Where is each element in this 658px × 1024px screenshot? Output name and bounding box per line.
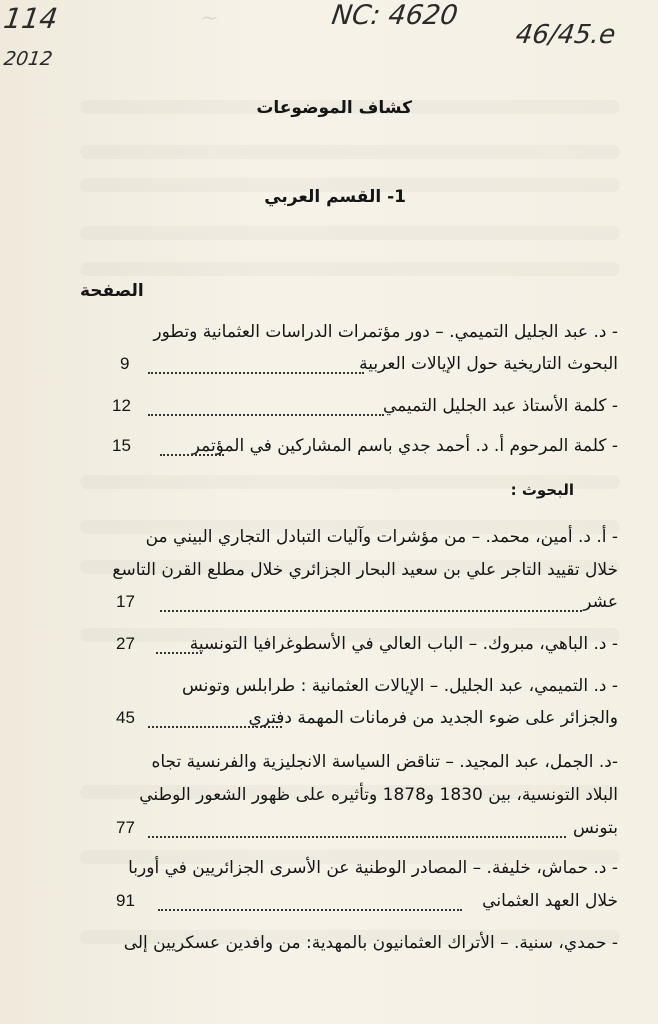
toc-entry-line: البلاد التونسية، بين 1830 و1878 وتأثيره على ظهور الشعور الوطني xyxy=(139,785,618,805)
toc-entry-line: - كلمة الأستاذ عبد الجليل التميمي xyxy=(382,396,618,416)
bleed-through-line xyxy=(80,145,620,159)
toc-entry-line: - د. حماش، خليفة. – المصادر الوطنية عن الأسرى الجزائريين في أوربا xyxy=(128,858,618,878)
bleed-through-line xyxy=(80,262,620,276)
leader-dots xyxy=(156,652,202,654)
handwritten-year: 2012 xyxy=(2,48,54,70)
page-number: 9 xyxy=(120,354,130,373)
handwritten-shelf-mark: 46/45.e xyxy=(513,20,618,50)
toc-entry-line: -د. الجمل، عبد المجيد. – تناقض السياسة الانجليزية والفرنسية تجاه xyxy=(151,752,618,772)
toc-entry-line: والجزائر على ضوء الجديد من فرمانات المهمة دفتري xyxy=(248,708,618,728)
page-number: 45 xyxy=(116,708,135,727)
toc-entry-line: - حمدي، سنية. – الأتراك العثمانيون بالمهدية: من وافدين عسكريين إلى xyxy=(123,933,618,953)
faint-bleed-handwriting: ~ xyxy=(198,6,221,31)
page-number: 91 xyxy=(116,891,135,910)
leader-dots xyxy=(148,372,364,374)
toc-entry-line: خلال تقييد التاجر علي بن سعيد البحار الجزائري خلال مطلع القرن التاسع xyxy=(112,560,618,580)
toc-entry-line: بتونس xyxy=(572,818,618,838)
page-title: كشاف الموضوعات xyxy=(256,98,412,118)
toc-entry-line: عشر xyxy=(583,592,618,612)
toc-entry-line: - كلمة المرحوم أ. د. أحمد جدي باسم المشاركين في المؤتمر xyxy=(191,436,618,456)
leader-dots xyxy=(158,909,462,911)
page-number: 17 xyxy=(116,592,135,611)
toc-entry-line: - د. التميمي، عبد الجليل. – الإيالات العثمانية : طرابلس وتونس xyxy=(182,676,618,696)
page-number: 12 xyxy=(112,396,131,415)
page-number: 27 xyxy=(116,634,135,653)
page-column-label: الصفحة xyxy=(80,281,144,301)
handwritten-call-number: NC: 4620 xyxy=(329,0,460,31)
toc-entry-line: - د. عبد الجليل التميمي. – دور مؤتمرات الدراسات العثمانية وتطور xyxy=(153,322,618,342)
subheading-research: البحوث : xyxy=(510,481,574,499)
leader-dots xyxy=(160,454,224,456)
section-heading: 1- القسم العربي xyxy=(264,187,406,207)
toc-entry-line: خلال العهد العثماني xyxy=(482,891,618,911)
toc-entry-line: - د. الباهي، مبروك. – الباب العالي في الأسطوغرافيا التونسية xyxy=(189,634,618,654)
toc-entry-line: - أ. د. أمين، محمد. – من مؤشرات وآليات التبادل التجاري البيني من xyxy=(145,527,618,547)
bleed-through-line xyxy=(80,226,620,240)
leader-dots xyxy=(148,726,282,728)
leader-dots xyxy=(160,610,582,612)
handwritten-number: 114 xyxy=(1,2,60,35)
leader-dots xyxy=(148,836,566,838)
leader-dots xyxy=(148,414,384,416)
toc-entry-line: البحوث التاريخية حول الإيالات العربية xyxy=(359,354,618,374)
page-number: 15 xyxy=(112,436,131,455)
page-number: 77 xyxy=(116,818,135,837)
